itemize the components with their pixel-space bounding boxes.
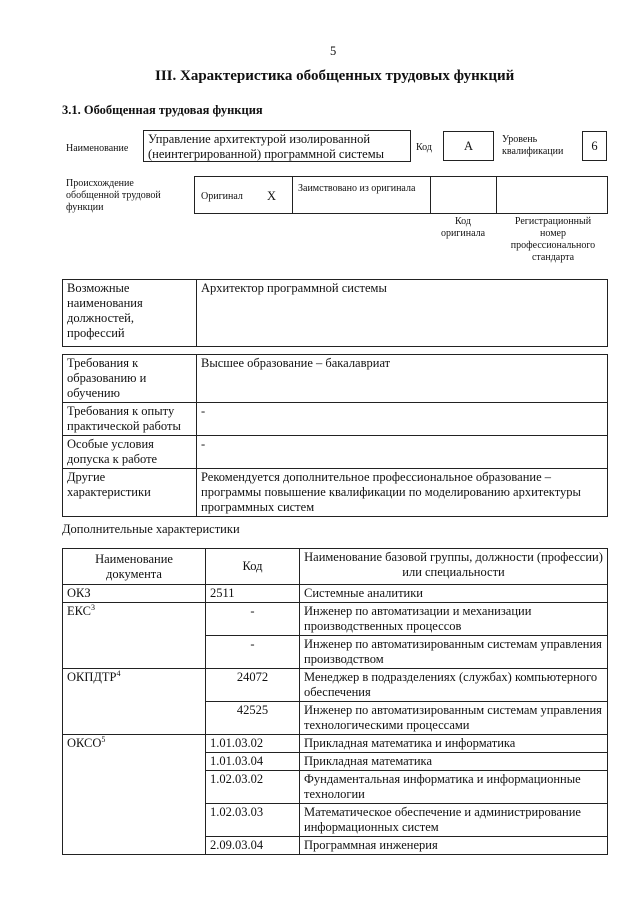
borrowed-cell xyxy=(292,176,431,214)
additional-table xyxy=(62,548,608,855)
code-cell: 1.02.03.03 xyxy=(206,804,300,837)
header-name: Наименование базовой группы, должности (профессии) или специальности xyxy=(300,549,608,585)
name-cell: Прикладная математика xyxy=(300,753,608,771)
positions-row xyxy=(63,280,608,347)
code-cell: 2511 xyxy=(206,585,300,603)
name-cell: Инженер по автоматизации и механизации производственных процессов xyxy=(300,603,608,636)
req-label: Особые условия допуска к работе xyxy=(63,436,197,469)
subsection-title: 3.1. Обобщенная трудовая функция xyxy=(62,103,263,117)
doc-footnote: 3 xyxy=(91,602,95,612)
req-label: Требования к опыту практической работы xyxy=(63,403,197,436)
name-cell: Прикладная математика и информатика xyxy=(300,735,608,753)
requirements-row xyxy=(63,355,608,403)
original-mark: X xyxy=(267,189,277,203)
req-label: Требования к образованию и обучению xyxy=(63,355,197,403)
doc-name: ОКПДТР xyxy=(67,670,117,684)
function-name-value: Управление архитектурой изолированной (неинтегрированной) программной системы xyxy=(148,132,385,161)
doc-footnote: 4 xyxy=(116,668,121,678)
req-label: Другие характеристики xyxy=(63,469,197,517)
doc-cell xyxy=(63,603,206,669)
code-cell: 2.09.03.04 xyxy=(206,837,300,855)
table-row xyxy=(63,603,608,636)
name-label: Наименование xyxy=(66,143,129,154)
doc-cell xyxy=(63,735,206,855)
origin-reg-caption: Регистрационный номер профессионального стандарта xyxy=(510,216,596,263)
table-row xyxy=(63,735,608,753)
code-cell: 42525 xyxy=(206,702,300,735)
positions-label: Возможные наименования должностей, профессий xyxy=(63,280,197,347)
name-cell: Математическое обеспечение и администрирование информационных систем xyxy=(300,804,608,837)
req-value: - xyxy=(197,403,608,436)
function-code-value: A xyxy=(463,139,474,153)
doc-name: ЕКС xyxy=(67,604,91,618)
code-label: Код xyxy=(416,142,432,153)
level-label: Уровень квалификации xyxy=(502,134,564,157)
name-cell: Менеджер в подразделениях (службах) компьютерного обеспечения xyxy=(300,669,608,702)
section-title: III. Характеристика обобщенных трудовых функций xyxy=(155,68,515,84)
doc-footnote: 5 xyxy=(101,734,106,744)
doc-name: ОКЗ xyxy=(67,586,91,600)
code-cell: - xyxy=(206,603,300,636)
origin-code-caption: Код оригинала xyxy=(440,216,486,239)
req-value: Высшее образование – бакалавриат xyxy=(197,355,608,403)
name-cell: Инженер по автоматизированным системам управления технологическими процессами xyxy=(300,702,608,735)
original-label: Оригинал xyxy=(201,191,243,202)
requirements-row xyxy=(63,403,608,436)
requirements-table xyxy=(62,354,608,517)
borrowed-label: Заимствовано из оригинала xyxy=(298,183,416,194)
code-cell: 1.01.03.04 xyxy=(206,753,300,771)
additional-title: Дополнительные характеристики xyxy=(62,522,240,536)
requirements-row xyxy=(63,469,608,517)
origin-reg-cell xyxy=(496,176,608,214)
code-cell: 1.01.03.02 xyxy=(206,735,300,753)
positions-table xyxy=(62,279,608,347)
name-cell: Фундаментальная информатика и информационные технологии xyxy=(300,771,608,804)
additional-header-row xyxy=(63,549,608,585)
code-cell: - xyxy=(206,636,300,669)
req-value: - xyxy=(197,436,608,469)
requirements-row xyxy=(63,436,608,469)
name-cell: Инженер по автоматизированным системам управления производством xyxy=(300,636,608,669)
doc-cell xyxy=(63,669,206,735)
level-value: 6 xyxy=(591,139,598,153)
origin-label: Происхождение обобщенной трудовой функции xyxy=(66,178,161,213)
original-cell xyxy=(194,176,293,214)
name-cell: Программная инженерия xyxy=(300,837,608,855)
origin-code-cell xyxy=(430,176,497,214)
function-name-box xyxy=(143,130,411,162)
positions-value: Архитектор программной системы xyxy=(197,280,608,347)
name-cell: Системные аналитики xyxy=(300,585,608,603)
code-cell: 1.02.03.02 xyxy=(206,771,300,804)
table-row xyxy=(63,669,608,702)
header-code: Код xyxy=(206,549,300,585)
level-box xyxy=(582,131,607,161)
table-row xyxy=(63,585,608,603)
page-number: 5 xyxy=(330,44,337,58)
code-cell: 24072 xyxy=(206,669,300,702)
req-value: Рекомендуется дополнительное профессиональное образование – программы повышение квалификации по моделированию архитектуры программных систем xyxy=(197,469,608,517)
doc-name: ОКСО xyxy=(67,736,102,750)
header-doc: Наименование документа xyxy=(63,549,206,585)
doc-cell xyxy=(63,585,206,603)
function-code-box xyxy=(443,131,494,161)
